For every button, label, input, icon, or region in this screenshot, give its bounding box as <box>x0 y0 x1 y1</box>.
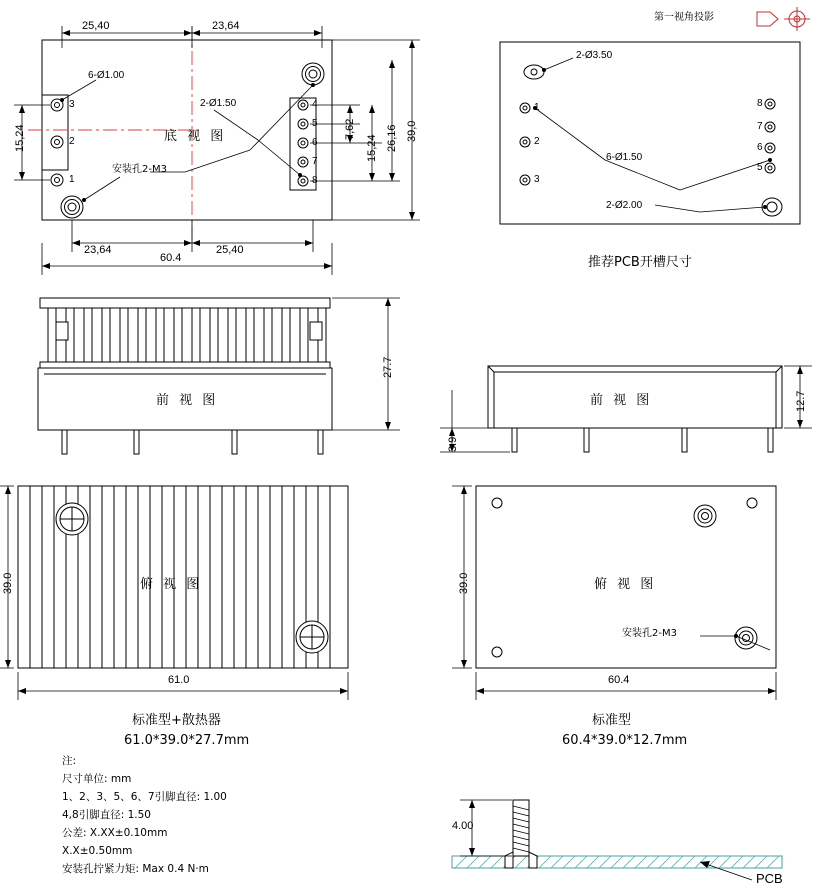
pcb-detail-view <box>452 800 782 880</box>
dim-pin-protrusion: 4.00 <box>452 820 474 832</box>
callout-two-holes: 2-Ø1.50 <box>200 98 237 109</box>
callout-six-1-50: 6-Ø1.50 <box>606 152 643 163</box>
dim-height-27-7: 27.7 <box>382 356 394 378</box>
dim-top-standard-height: 39.0 <box>458 572 470 594</box>
pin-label-3: 3 <box>69 99 75 110</box>
notes-line-6: 安装孔拧紧力矩: Max 0.4 N·m <box>62 863 209 875</box>
bottom-view-title: 底 视 图 <box>164 129 227 144</box>
notes-line-3: 4,8引脚直径: 1.50 <box>62 809 151 821</box>
projection-note-text: 第一视角投影 <box>654 12 714 23</box>
caption-right-name: 标准型 <box>592 713 632 728</box>
pcb-pin-5: 5 <box>757 162 763 173</box>
dim-left-height: 15,24 <box>14 124 26 152</box>
dim-top-right: 23,64 <box>212 20 240 32</box>
front-heatsink-view <box>38 298 400 454</box>
top-standard-title: 俯 视 图 <box>594 577 657 592</box>
notes-line-2: 1、2、3、5、6、7引脚直径: 1.00 <box>62 791 227 803</box>
dim-39-0: 39,0 <box>406 120 418 142</box>
pin-label-5: 5 <box>312 118 318 129</box>
pcb-pin-2: 2 <box>534 136 540 147</box>
notes-heading: 注: <box>62 755 77 767</box>
dim-26-16: 26,16 <box>386 124 398 152</box>
projection-symbol <box>757 7 810 31</box>
callout-six-holes: 6-Ø1.00 <box>88 70 125 81</box>
front-heatsink-title: 前 视 图 <box>156 393 219 408</box>
dim-bottom-right: 25,40 <box>216 244 244 256</box>
dim-top-heatsink-width: 61.0 <box>168 674 190 686</box>
pin-label-4: 4 <box>312 99 318 110</box>
dim-bottom-left: 23,64 <box>84 244 112 256</box>
dim-pin-3-9: 3.9 <box>447 436 459 452</box>
dim-top-left: 25,40 <box>82 20 110 32</box>
caption-left-size: 61.0*39.0*27.7mm <box>124 733 250 748</box>
pin-label-6: 6 <box>312 137 318 148</box>
pcb-pin-3: 3 <box>534 174 540 185</box>
top-standard-view <box>452 486 776 700</box>
pin-label-2: 2 <box>69 136 75 147</box>
dim-15-24-right: 15,24 <box>366 134 378 162</box>
dim-overall-width: 60.4 <box>160 252 182 264</box>
top-heatsink-view <box>0 486 348 700</box>
pcb-pin-8: 8 <box>757 98 763 109</box>
projection-note <box>654 12 714 24</box>
pcb-detail-label: PCB <box>756 871 783 886</box>
top-heatsink-title: 俯 视 图 <box>140 577 203 592</box>
dim-height-12-7: 12.7 <box>795 390 807 412</box>
callout-mounting-bottom: 安装孔2-M3 <box>112 164 167 175</box>
dim-7-62: 7,62 <box>344 118 356 140</box>
notes-line-4: 公差: X.XX±0.10mm <box>62 827 168 839</box>
callout-two-2-00: 2-Ø2.00 <box>606 200 643 211</box>
pin-label-8: 8 <box>312 175 318 186</box>
callout-mounting-top: 安装孔2-M3 <box>622 628 677 639</box>
front-standard-view <box>440 366 812 452</box>
caption-left-name: 标准型+散热器 <box>132 713 221 728</box>
pin-label-7: 7 <box>312 156 318 167</box>
pcb-view-title: 推荐PCB开槽尺寸 <box>588 255 692 270</box>
dim-top-standard-width: 60.4 <box>608 674 630 686</box>
pin-label-1: 1 <box>69 174 75 185</box>
front-standard-title: 前 视 图 <box>590 393 653 408</box>
notes-line-5: X.X±0.50mm <box>62 845 133 857</box>
dim-top-heatsink-height: 39.0 <box>2 572 14 594</box>
pcb-pin-6: 6 <box>757 142 763 153</box>
callout-two-3-50: 2-Ø3.50 <box>576 50 613 61</box>
pcb-pin-7: 7 <box>757 121 763 132</box>
pcb-pin-1: 1 <box>534 102 540 113</box>
caption-right-size: 60.4*39.0*12.7mm <box>562 733 688 748</box>
notes-line-1: 尺寸单位: mm <box>62 773 132 785</box>
